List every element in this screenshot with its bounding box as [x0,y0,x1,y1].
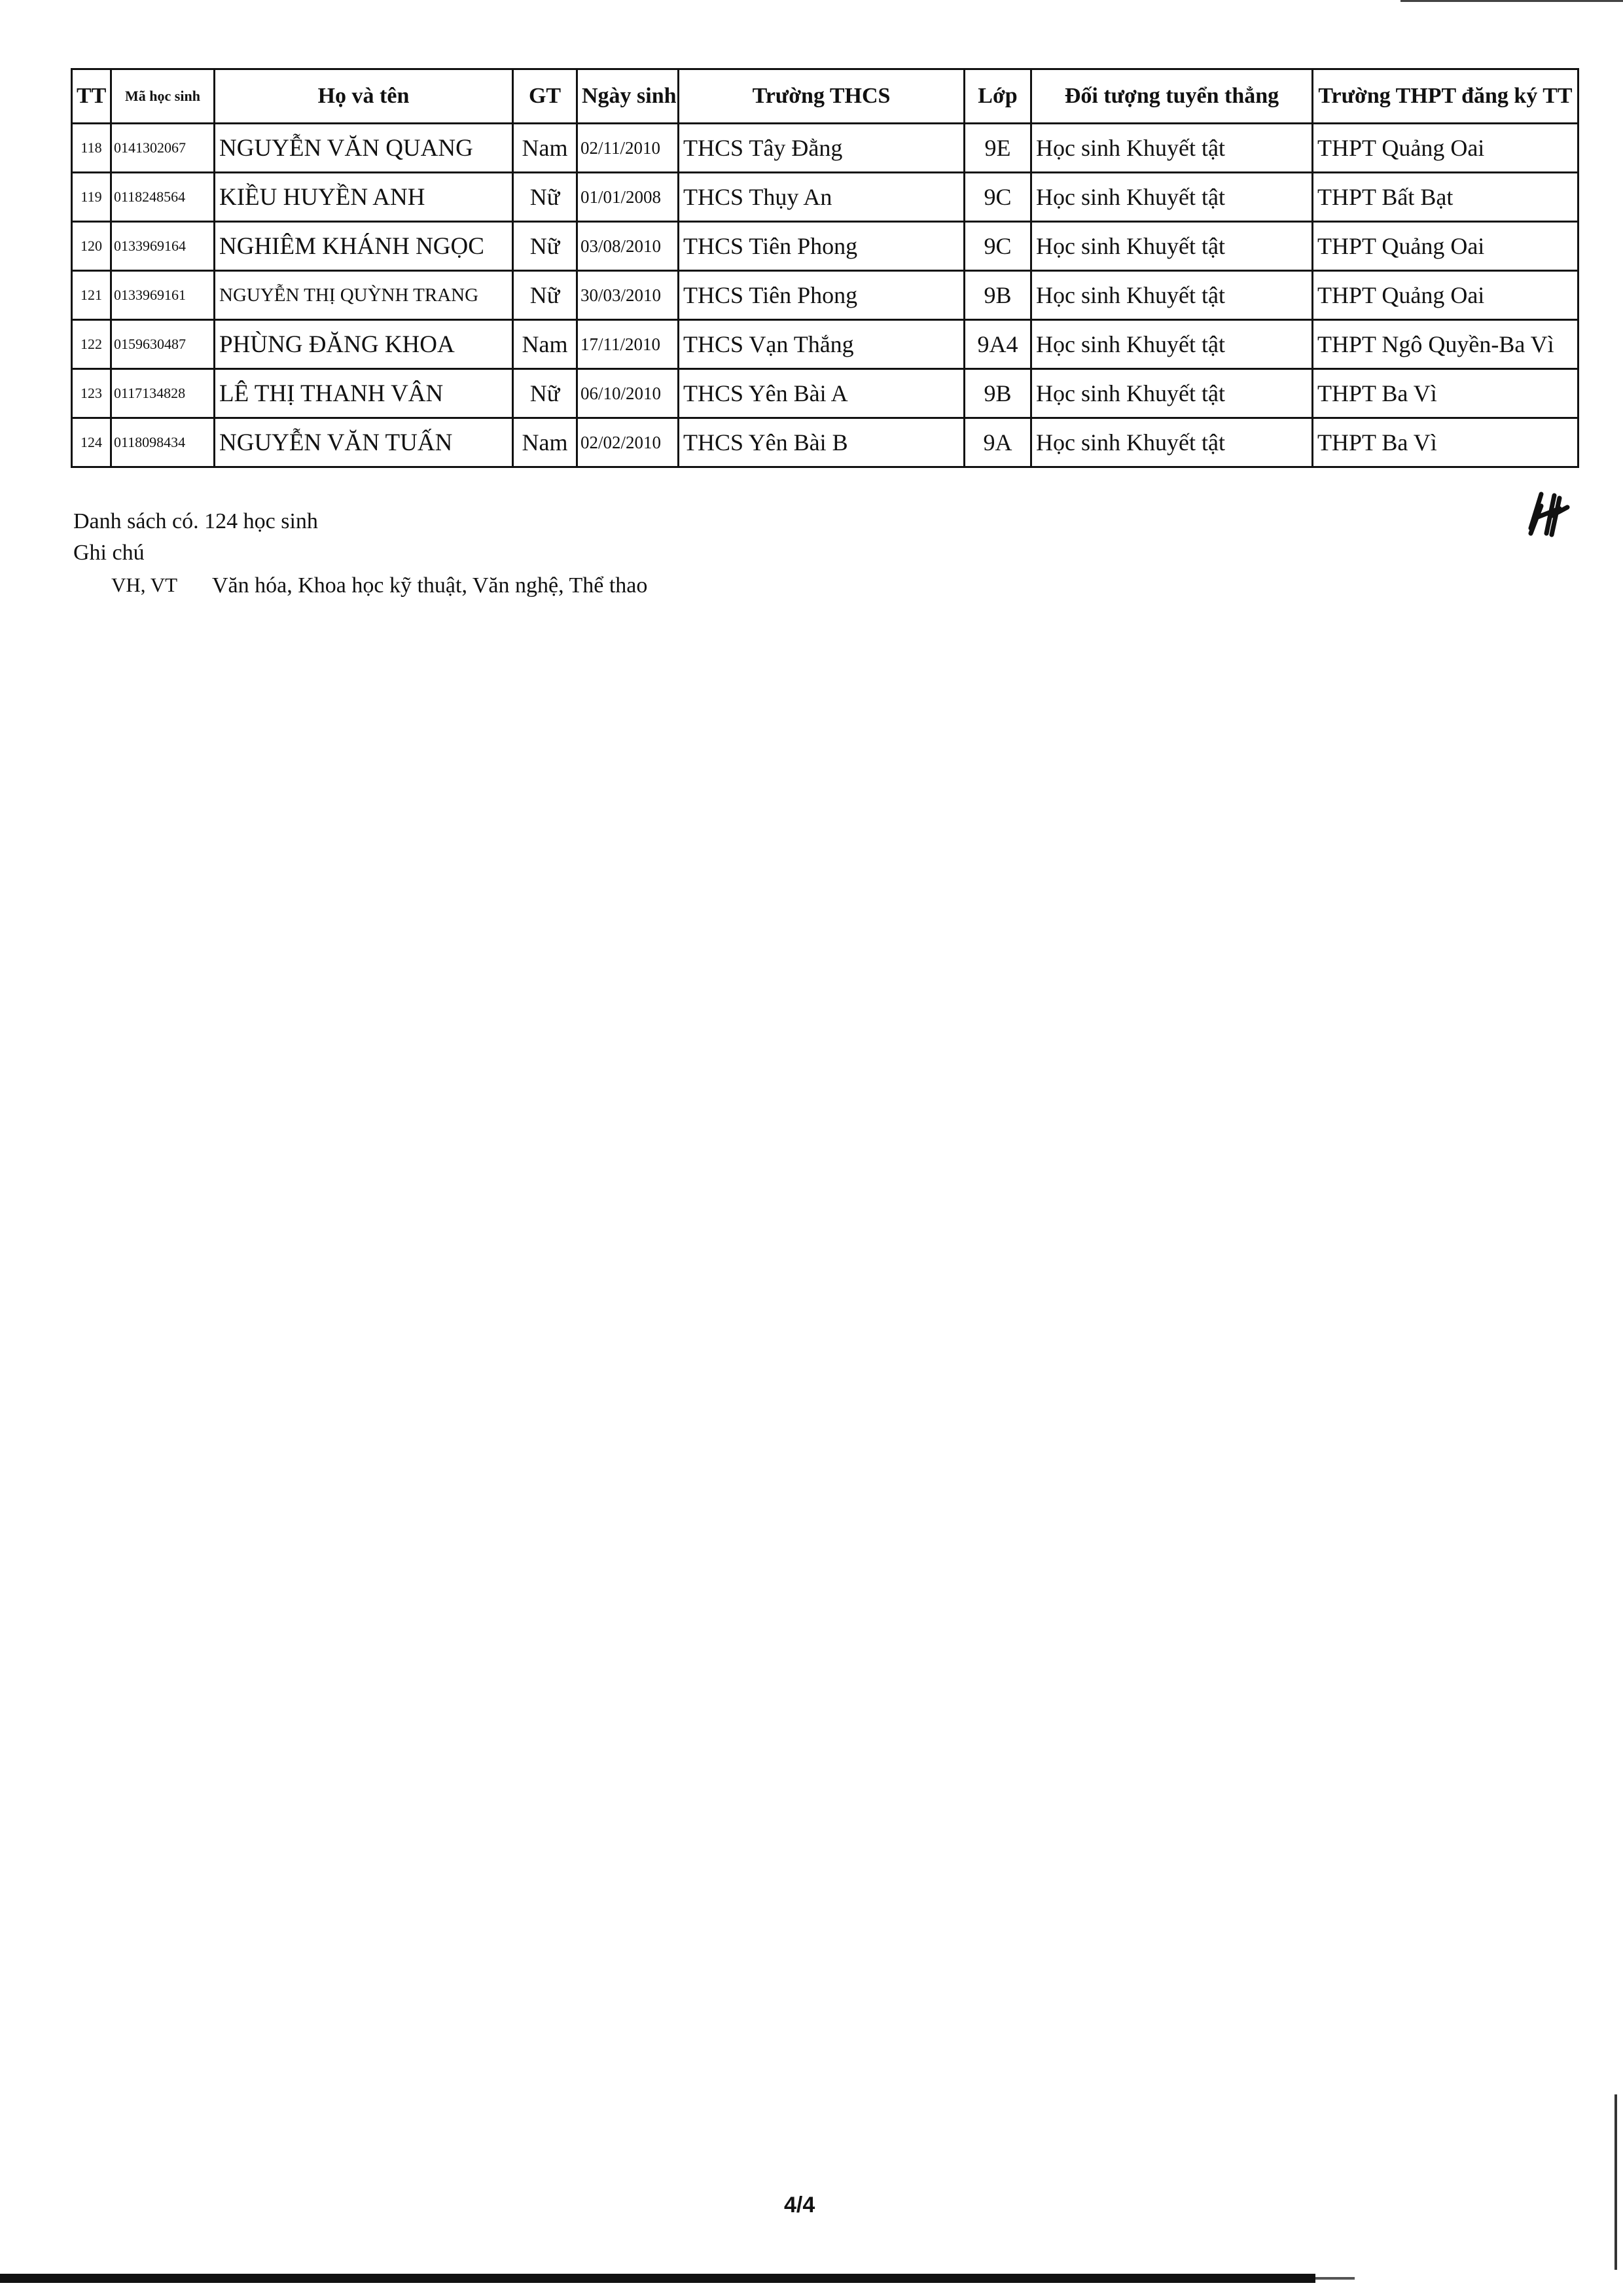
right-edge-rule [1614,2094,1617,2270]
bottom-edge-rule [0,2274,1315,2283]
cell-gender: Nữ [513,271,577,320]
cell-full-name: NGHIÊM KHÁNH NGỌC [215,222,513,271]
note-definition: Văn hóa, Khoa học kỹ thuật, Văn nghệ, Thể thao [212,573,648,598]
table-row [72,222,1578,271]
cell-student-code: 0118248564 [111,173,215,222]
cell-registered-high-school: THPT Ngô Quyền-Ba Vì [1313,320,1578,369]
cell-tt: 124 [72,418,111,467]
header-student-code: Mã học sinh [111,69,215,124]
cell-admission-category: Học sinh Khuyết tật [1031,369,1313,418]
header-dob: Ngày sinh [577,69,679,124]
cell-registered-high-school: THPT Quảng Oai [1313,271,1578,320]
cell-full-name: NGUYỄN THỊ QUỲNH TRANG [215,271,513,320]
cell-class: 9A [965,418,1031,467]
cell-tt: 123 [72,369,111,418]
cell-full-name: NGUYỄN VĂN QUANG [215,124,513,173]
cell-registered-high-school: THPT Quảng Oai [1313,124,1578,173]
cell-student-code: 0159630487 [111,320,215,369]
header-admission-category: Đối tượng tuyển thẳng [1031,69,1313,124]
cell-student-code: 0141302067 [111,124,215,173]
cell-dob: 03/08/2010 [577,222,679,271]
cell-full-name: KIỀU HUYỀN ANH [215,173,513,222]
cell-student-code: 0133969161 [111,271,215,320]
cell-middle-school: THCS Yên Bài A [679,369,965,418]
cell-class: 9C [965,222,1031,271]
cell-gender: Nữ [513,222,577,271]
cell-dob: 01/01/2008 [577,173,679,222]
cell-dob: 30/03/2010 [577,271,679,320]
cell-admission-category: Học sinh Khuyết tật [1031,320,1313,369]
cell-full-name: PHÙNG ĐĂNG KHOA [215,320,513,369]
cell-gender: Nam [513,418,577,467]
bottom-edge-rule-tail [1315,2277,1355,2280]
student-count-text: Danh sách có. 124 học sinh [73,509,318,533]
cell-admission-category: Học sinh Khuyết tật [1031,222,1313,271]
cell-class: 9C [965,173,1031,222]
cell-gender: Nữ [513,173,577,222]
cell-registered-high-school: THPT Ba Vì [1313,418,1578,467]
table-header-row [72,69,1578,124]
cell-class: 9B [965,271,1031,320]
cell-tt: 119 [72,173,111,222]
cell-full-name: LÊ THỊ THANH VÂN [215,369,513,418]
cell-registered-high-school: THPT Bất Bạt [1313,173,1578,222]
top-edge-rule [1400,0,1623,2]
cell-middle-school: THCS Tiên Phong [679,222,965,271]
cell-middle-school: THCS Vạn Thắng [679,320,965,369]
cell-tt: 118 [72,124,111,173]
table-row [72,418,1578,467]
table-row [72,173,1578,222]
cell-admission-category: Học sinh Khuyết tật [1031,124,1313,173]
cell-admission-category: Học sinh Khuyết tật [1031,173,1313,222]
cell-gender: Nữ [513,369,577,418]
cell-tt: 120 [72,222,111,271]
cell-dob: 02/02/2010 [577,418,679,467]
cell-student-code: 0133969164 [111,222,215,271]
cell-admission-category: Học sinh Khuyết tật [1031,418,1313,467]
cell-middle-school: THCS Yên Bài B [679,418,965,467]
cell-class: 9E [965,124,1031,173]
cell-registered-high-school: THPT Quảng Oai [1313,222,1578,271]
note-label: Ghi chú [73,541,145,565]
cell-class: 9B [965,369,1031,418]
cell-student-code: 0118098434 [111,418,215,467]
cell-registered-high-school: THPT Ba Vì [1313,369,1578,418]
page-number: 4/4 [784,2193,815,2217]
cell-dob: 02/11/2010 [577,124,679,173]
cell-middle-school: THCS Tây Đằng [679,124,965,173]
student-list-table [71,68,1579,468]
note-abbreviation: VH, VT [111,573,178,596]
cell-gender: Nam [513,124,577,173]
cell-student-code: 0117134828 [111,369,215,418]
cell-tt: 122 [72,320,111,369]
header-class: Lớp [965,69,1031,124]
cell-dob: 17/11/2010 [577,320,679,369]
cell-admission-category: Học sinh Khuyết tật [1031,271,1313,320]
cell-tt: 121 [72,271,111,320]
cell-gender: Nam [513,320,577,369]
cell-middle-school: THCS Tiên Phong [679,271,965,320]
header-registered-high-school: Trường THPT đăng ký TT [1313,69,1578,124]
table-row [72,124,1578,173]
table-row [72,271,1578,320]
initials-signature [1522,488,1574,540]
table-row [72,369,1578,418]
header-middle-school: Trường THCS [679,69,965,124]
cell-dob: 06/10/2010 [577,369,679,418]
cell-class: 9A4 [965,320,1031,369]
header-gender: GT [513,69,577,124]
table-row [72,320,1578,369]
cell-full-name: NGUYỄN VĂN TUẤN [215,418,513,467]
header-tt: TT [72,69,111,124]
header-full-name: Họ và tên [215,69,513,124]
cell-middle-school: THCS Thụy An [679,173,965,222]
